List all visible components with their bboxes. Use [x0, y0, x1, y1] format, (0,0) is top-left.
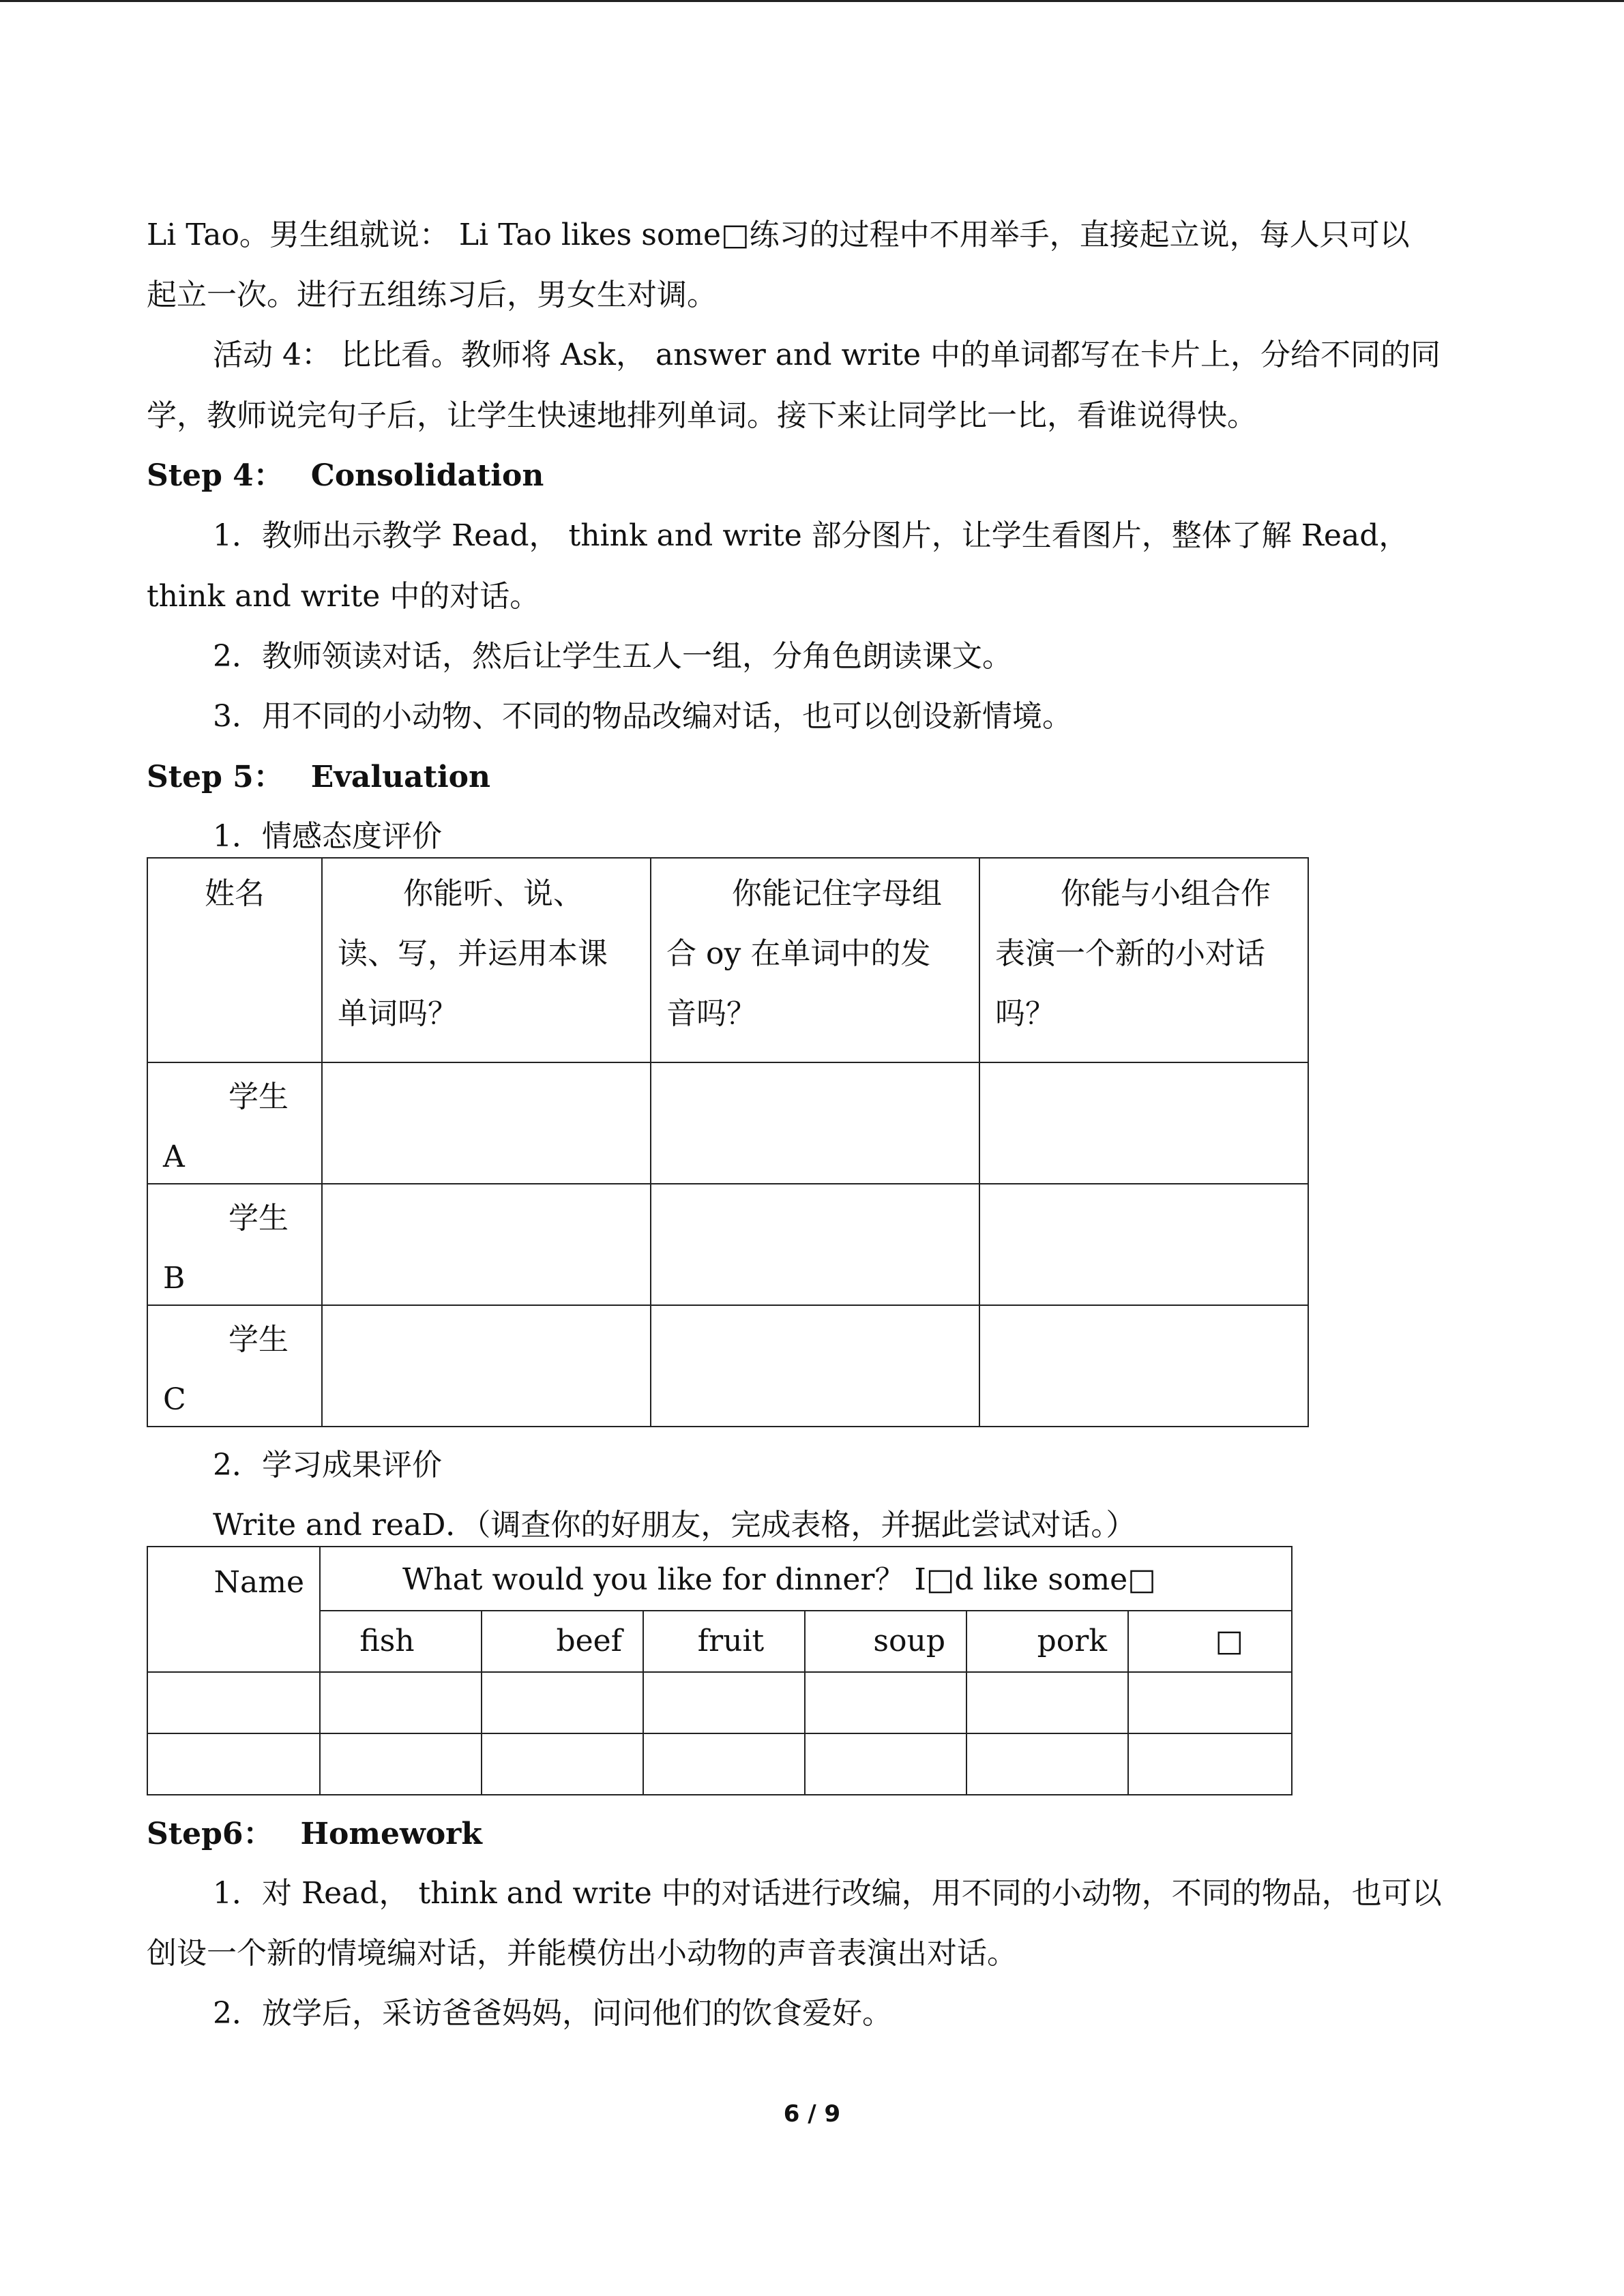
step6-label: Step6： [147, 1817, 274, 1851]
table-cell [1128, 1672, 1292, 1733]
table-cell [322, 1305, 651, 1427]
paragraph-line: 起立一次。进行五组练习后，男女生对调。 [147, 278, 717, 312]
table-cell [320, 1733, 482, 1795]
table-cell [643, 1733, 805, 1795]
step5-heading [147, 757, 490, 798]
step6-heading [147, 1814, 482, 1855]
paragraph-line: Li Tao。男生组就说： Li Tao likes some□练习的过程中不用举手，直接起立说，每人只可以 [147, 218, 1410, 252]
table-cell [482, 1733, 643, 1795]
food-cell-blank: □ [1128, 1611, 1292, 1672]
table-cell [651, 1062, 979, 1184]
table-cell [651, 1305, 979, 1427]
paragraph-line: 学，教师说完句子后，让学生快速地排列单词。接下来让同学比一比，看谁说得快。 [147, 398, 1257, 433]
table-row [147, 1305, 1308, 1427]
paragraph-line: 活动 4： 比比看。教师将 Ask， answer and write 中的单词都写在卡片上，分给不同的同 [213, 338, 1441, 372]
header-cell-skills: 你能听、说、 读、写，并运用本课 单词吗？ [322, 858, 651, 1062]
table-cell [805, 1672, 966, 1733]
food-cell-fruit: fruit [643, 1611, 805, 1672]
table-cell [979, 1184, 1308, 1305]
step4-heading [147, 456, 544, 496]
paragraph-line: 1．对 Read， think and write 中的对话进行改编，用不同的小动物，不同的物品，也可以 [213, 1876, 1442, 1911]
table-cell [482, 1672, 643, 1733]
table-cell [979, 1305, 1308, 1427]
header-cell-phonics: 你能记住字母组 合 oy 在单词中的发 音吗？ [651, 858, 979, 1062]
table-cell [805, 1733, 966, 1795]
page-top-border [0, 0, 1624, 2]
table-cell [643, 1672, 805, 1733]
step6-title: Homework [300, 1817, 482, 1851]
student-c-cell: 学生 C [147, 1305, 322, 1427]
evaluation-table [147, 857, 1309, 1427]
student-a-cell: 学生 A [147, 1062, 322, 1184]
paragraph-line: 3．用不同的小动物、不同的物品改编对话，也可以创设新情境。 [213, 699, 1072, 734]
table-row [147, 1733, 1292, 1795]
paragraph-line: Write and reaD．（调查你的好朋友，完成表格，并据此尝试对话。） [213, 1508, 1136, 1542]
paragraph-line: 创设一个新的情境编对话，并能模仿出小动物的声音表演出对话。 [147, 1936, 1017, 1971]
food-cell-fish: fish [320, 1611, 482, 1672]
table-row [147, 1672, 1292, 1733]
table-row [147, 1184, 1308, 1305]
table-cell [966, 1672, 1128, 1733]
paragraph-line: 1．教师出示教学 Read， think and write 部分图片，让学生看图片，整体了解 Read， [213, 518, 1409, 553]
table-cell [966, 1733, 1128, 1795]
paragraph-line: 2．学习成果评价 [213, 1448, 442, 1482]
food-cell-pork: pork [966, 1611, 1128, 1672]
table-row [147, 1062, 1308, 1184]
step4-title: Consolidation [310, 458, 544, 493]
table-cell [979, 1062, 1308, 1184]
paragraph-line: 2．教师领读对话，然后让学生五人一组，分角色朗读课文。 [213, 639, 1012, 674]
table-cell [322, 1184, 651, 1305]
paragraph-line: 2．放学后，采访爸爸妈妈，问问他们的饮食爱好。 [213, 1996, 892, 2031]
step5-title: Evaluation [310, 760, 491, 794]
table-cell [651, 1184, 979, 1305]
header-cell-teamwork: 你能与小组合作 表演一个新的小对话 吗？ [979, 858, 1308, 1062]
table-cell [320, 1672, 482, 1733]
name-header-cell: 姓名 [147, 858, 322, 1062]
paragraph-line: 1．情感态度评价 [213, 819, 442, 854]
name-header-cell: Name [147, 1547, 320, 1672]
food-survey-table [147, 1546, 1293, 1795]
table-cell [1128, 1733, 1292, 1795]
food-cell-soup: soup [805, 1611, 966, 1672]
page-number: 6 / 9 [783, 2100, 841, 2128]
student-b-cell: 学生 B [147, 1184, 322, 1305]
question-header-cell: What would you like for dinner？ I□d like some□ [320, 1547, 1292, 1611]
paragraph-line: think and write 中的对话。 [147, 579, 540, 614]
table-cell [147, 1672, 320, 1733]
step5-label: Step 5： [147, 760, 284, 794]
table-cell [322, 1062, 651, 1184]
table-header-row [147, 1547, 1292, 1611]
step4-label: Step 4： [147, 458, 284, 493]
table-header-row [147, 858, 1308, 1062]
food-cell-beef: beef [482, 1611, 643, 1672]
table-cell [147, 1733, 320, 1795]
